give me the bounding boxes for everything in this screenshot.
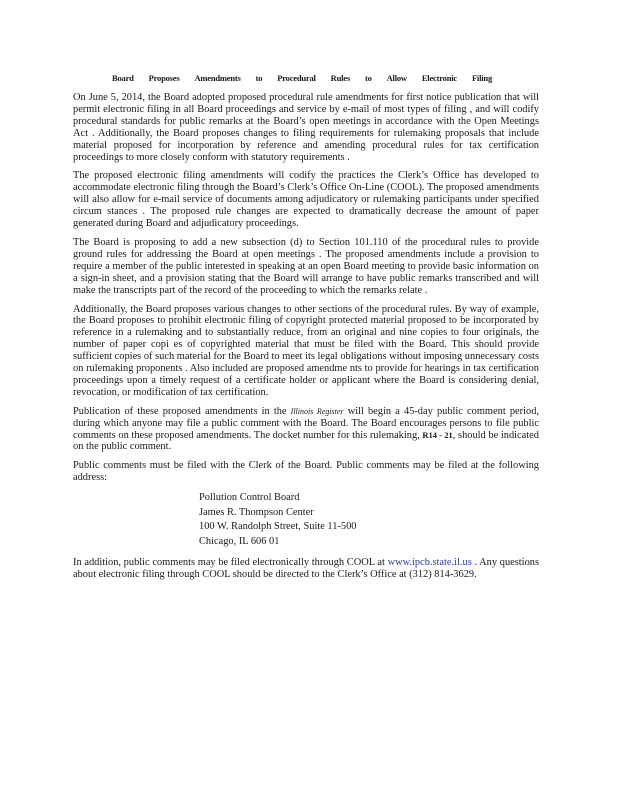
paragraph-electronic-comments [73, 557, 539, 581]
address-line: James R. Thompson Center [199, 506, 314, 518]
paragraph-other-changes: Additionally, the Board proposes various changes to other sections of the procedural rules. By way of example, the Board proposes to prohibit electronic filing of copyright protected material proposed to be incorporated by reference in a rulemaking and to substantially reduce, from an original and nine copies to four originals, the number of paper copi es of copyrighted material that must be filed with the Board. This should provide sufficient copies of such material for the Board to meet its legal obligations without imposing unnecessary costs on rulemaking proponents . Also included are proposed amendme nts to provide for hearings in tax certification proceedings upon a timely request of a certificate holder or applicant where the Board is considering denial, revocation, or modification of tax certification. [73, 303, 539, 398]
paragraph-publication [73, 406, 539, 454]
website-link[interactable]: www.ipcb.state.il.us [387, 557, 472, 569]
paragraph-filing-address-intro: Public comments must be filed with the Clerk of the Board. Public comments may be filed at the following address: [73, 460, 539, 484]
publication-text-b: will begin a 45-day public comment period, during which anyone may file a public comment with the Board. The Board encourages persons to file public comments on these proposed amendments. The docket number for this rulemaking, [73, 405, 539, 441]
paragraph-electronic-filing: The proposed electronic filing amendments will codify the practices the Clerk’s Office has developed to accommodate electronic filing through the Board’s Clerk’s Office On-Line (COOL). The proposed amendments will also allow for e-mail service of documents among adjudicatory or rulemaking participants under specified circum stances . The proposed rule changes are expected to dramatically decrease the amount of paper generated during Board and adjudicatory proceedings. [73, 170, 539, 230]
docket-number: R14 - 21 [422, 429, 453, 440]
title-word: Proposes [148, 73, 180, 83]
publication-text-c: , should be indicated on the public comment. [73, 429, 539, 453]
title-word: Amendments [194, 73, 241, 83]
comments-text-a: In addition, public comments may be filed electronically through COOL at [73, 557, 385, 569]
document-body [73, 92, 539, 588]
document-title [112, 73, 492, 83]
publication-text-a: Publication of these proposed amendments in the [73, 405, 287, 417]
title-word: Electronic [421, 73, 457, 83]
address-line: Pollution Control Board [199, 492, 300, 504]
title-word: Board [112, 73, 134, 83]
title-word: Procedural [277, 73, 316, 83]
paragraph-open-meetings: The Board is proposing to add a new subsection (d) to Section 101.110 of the procedural rules to provide ground rules for addressing the Board at open meetings . The proposed amendments include a provision to require a member of the public interested in speaking at an open Board meeting to provide basic information on a sign-in sheet, and a provision stating that the Board will arrange to have public remarks transcribed and will make the transcripts part of the record of the proceeding to which the remarks relate . [73, 236, 539, 296]
title-word: Allow [386, 73, 407, 83]
illinois-register: Illinois Register [290, 406, 344, 416]
address-line: Chicago, IL 606 01 [199, 535, 280, 547]
address-line: 100 W. Randolph Street, Suite 11-500 [199, 521, 357, 533]
mailing-address [199, 491, 539, 549]
title-word: Rules [330, 73, 350, 83]
title-word: Filing [471, 73, 492, 83]
paragraph-first-notice: On June 5, 2014, the Board adopted proposed procedural rule amendments for first notice publication that will permit electronic filing in all Board proceedings and service by e-mail of most types of filing , and will codify procedural standards for public remarks at the Board’s open meetings in accordance with the Open Meetings Act . Additionally, the Board proposes changes to filing requirements for rulemaking proposals that include material proposed for incorporation by reference and amending procedural rules for tax certification proceedings to more closely conform with statutory requirements . [73, 92, 539, 163]
comments-text-b: . Any questions about electronic filing through COOL should be directed to the Clerk’s Office at (312) 814-3629. [73, 557, 540, 581]
title-word: to [255, 73, 263, 83]
title-word: to [364, 73, 372, 83]
